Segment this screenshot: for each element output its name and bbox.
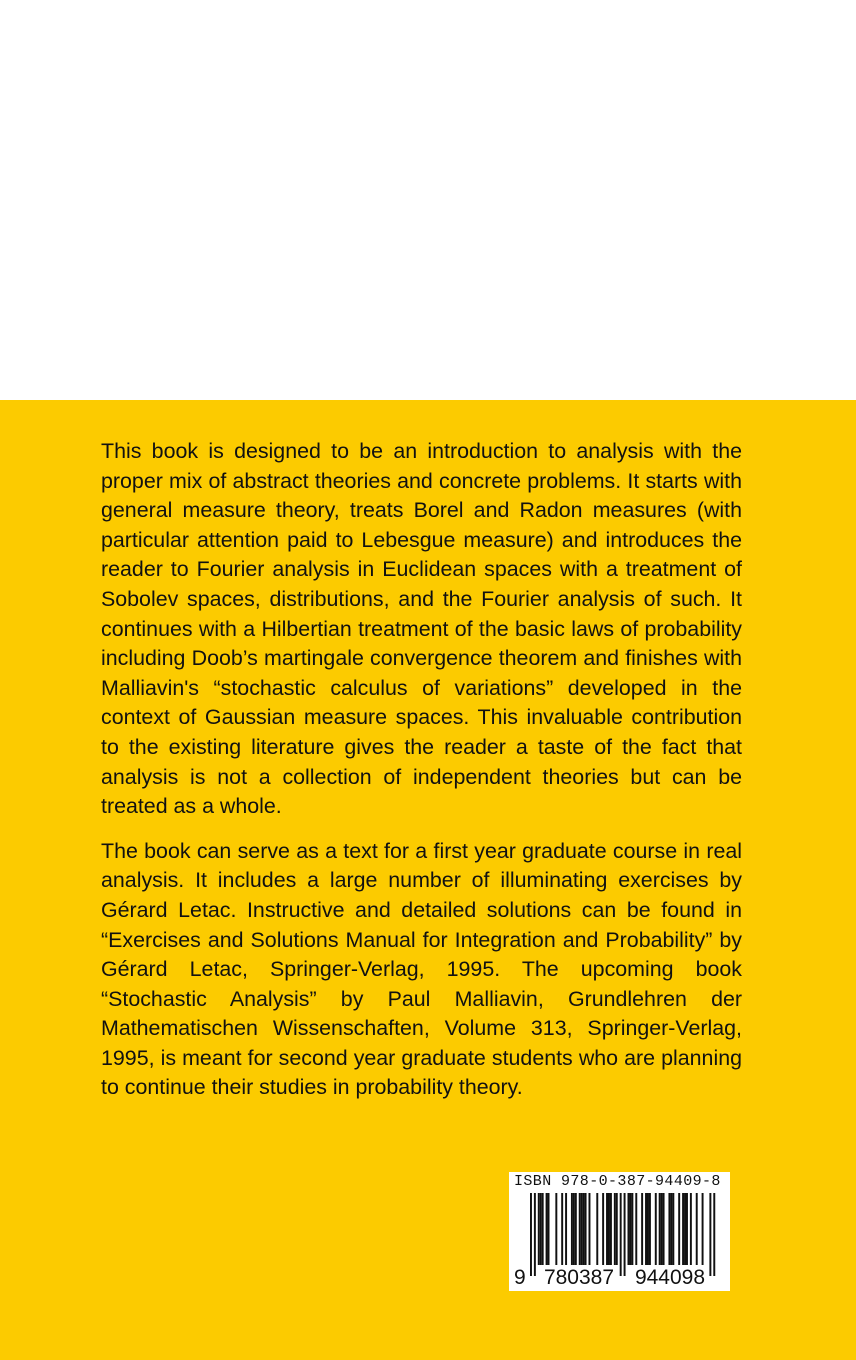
barcode-bar	[649, 1193, 651, 1265]
barcode-bar	[616, 1193, 618, 1265]
barcode-bar	[575, 1193, 577, 1265]
barcode-bar	[672, 1193, 674, 1265]
cover-top-blank-area	[0, 0, 856, 400]
barcode-bar	[546, 1193, 548, 1265]
barcode-bar	[538, 1193, 540, 1265]
isbn-barcode	[509, 1172, 730, 1291]
barcode-bar	[628, 1193, 630, 1265]
barcode-guard-bar	[530, 1193, 532, 1276]
blurb-paragraph-2: The book can serve as a text for a first year graduate course in real analysis. It includes a large number of illuminating exercises by Gérard Letac. Instructive and detailed solutions can be found in “Exercises and Solutions Manual for Integration and Probability” by Gérard Letac, Springer-Verlag, 1995. The upcoming book “Stochastic Analysis” by Paul Malliavin, Grundlehren der Mathematischen Wissenschaften, Volume 313, Springer-Verlag, 1995, is meant for second year graduate students who are planning to continue their studies in probability theory.	[101, 838, 742, 1100]
barcode-bar	[555, 1193, 557, 1265]
barcode-bar	[690, 1193, 692, 1265]
barcode-bar	[610, 1193, 612, 1265]
ean-right-digits: 944098	[634, 1266, 706, 1289]
blurb-paragraph-1: This book is designed to be an introduction to analysis with the proper mix of abstract theories and concrete problems. It starts with general measure theory, treats Borel and Radon measures (with particular attention paid to Lebesgue measure) and introduces the reader to Fourier analysis in Euclidean spaces with a treatment of Sobolev spaces, distributions, and the Fourier analysis of such. It continues with a Hilbertian treatment of the basic laws of probability including Doob’s martingale convergence theorem and finishes with Malliavin's “stochastic calculus of variations” developed in the context of Gaussian measure spaces. This invaluable contribution to the existing literature gives the reader a taste of the fact that analysis is not a collection of independent theories but can be treated as a whole.	[101, 439, 742, 819]
barcode-bar	[614, 1193, 616, 1265]
barcode-bar	[585, 1193, 587, 1265]
barcode-bar	[602, 1193, 604, 1265]
barcode-guard-bar	[534, 1193, 536, 1276]
barcode-bar	[635, 1193, 637, 1265]
barcode-bar	[561, 1193, 563, 1265]
barcode-bar	[631, 1193, 633, 1265]
barcode-bar	[670, 1193, 672, 1265]
barcode-bar	[702, 1193, 704, 1265]
barcode-bar	[589, 1193, 591, 1265]
barcode-bar	[682, 1193, 684, 1265]
back-cover-blurb	[101, 437, 742, 1103]
barcode-bar	[573, 1193, 575, 1265]
barcode-bar	[696, 1193, 698, 1265]
barcode-bar	[581, 1193, 583, 1265]
barcode-bar	[583, 1193, 585, 1265]
barcode-bar	[608, 1193, 610, 1265]
barcode-bar	[596, 1193, 598, 1265]
barcode-bar	[606, 1193, 608, 1265]
barcode-bar	[540, 1193, 542, 1265]
isbn-label: ISBN 978-0-387-94409-8	[514, 1173, 721, 1190]
barcode-bar	[571, 1193, 573, 1265]
barcode-guard-bar	[620, 1193, 622, 1276]
barcode-bar	[663, 1193, 665, 1265]
barcode-guard-bar	[709, 1193, 711, 1276]
ean-left-digits: 780387	[543, 1266, 615, 1289]
ean-first-digit: 9	[514, 1266, 526, 1289]
barcode-bar	[684, 1193, 686, 1265]
barcode-bar	[565, 1193, 567, 1265]
barcode-bar	[629, 1193, 631, 1265]
barcode-bar	[655, 1193, 657, 1265]
barcode-bar	[641, 1193, 643, 1265]
barcode-bar	[659, 1193, 661, 1265]
barcode-guard-bar	[624, 1193, 626, 1276]
barcode-bar	[645, 1193, 647, 1265]
barcode-bar	[668, 1193, 670, 1265]
barcode-guard-bar	[713, 1193, 715, 1276]
barcode-bar	[678, 1193, 680, 1265]
barcode-bar	[686, 1193, 688, 1265]
barcode-bar	[542, 1193, 544, 1265]
barcode-bar	[548, 1193, 550, 1265]
barcode-bar	[647, 1193, 649, 1265]
barcode-bar	[661, 1193, 663, 1265]
barcode-bar	[579, 1193, 581, 1265]
